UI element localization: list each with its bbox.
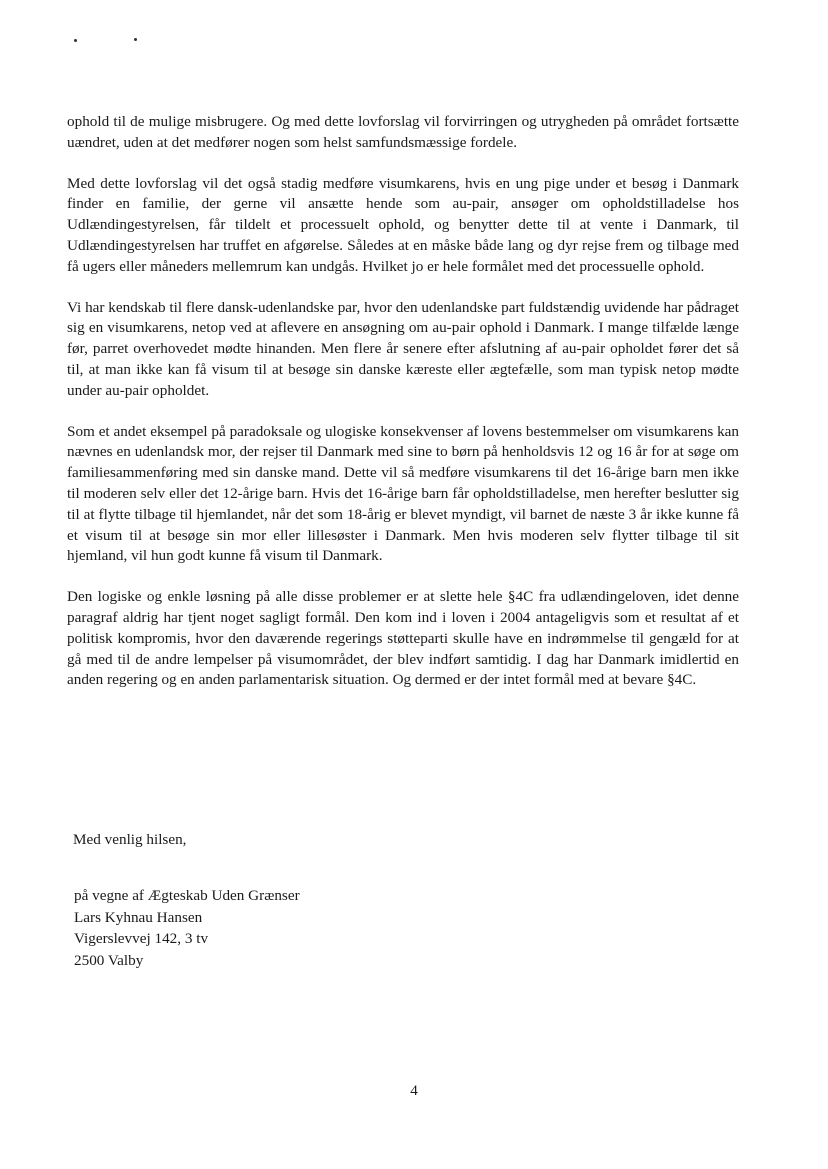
page-number: 4 [410, 1082, 418, 1099]
scan-speck-dot [134, 38, 137, 41]
sender-street: Vigerslevvej 142, 3 tv [74, 930, 209, 947]
sender-block [74, 885, 300, 971]
scan-speck-dot [74, 39, 77, 42]
paragraph: ophold til de mulige misbrugere. Og med dette lovforslag vil forvirringen og utrygheden på området fortsætte uændret, uden at det medfører nogen som helst samfundsmæssige fordele. [67, 113, 739, 151]
letter-body [67, 112, 739, 711]
paragraph: Som et andet eksempel på paradoksale og ulogiske konsekvenser af lovens bestemmelser om visumkarens kan nævnes en udenlandsk mor, der rejser til Danmark med sine to børn på henholdsvis 12 og 16 år for at søge om familiesammenføring med sin danske mand. Dette vil så medføre visumkarens til det 16-årige barn men ikke til moderen selv eller det 12-årige barn. Hvis det 16-årige barn får opholdstilladelse, men herefter beslutter sig til at flytte tilbage til hjemlandet, når det som 18-årig er blevet myndigt, vil barnet de næste 3 år ikke kunne få et visum til at besøge sin mor eller lillesøster i Danmark. Men hvis moderen selv flytter tilbage til sit hjemland, vil hun godt kunne få visum til Danmark. [67, 422, 739, 565]
sender-organization: på vegne af Ægteskab Uden Grænser [74, 887, 300, 904]
scan-marks [74, 34, 144, 46]
paragraph: Med dette lovforslag vil det også stadig medføre visumkarens, hvis en ung pige under et besøg i Danmark finder en familie, der gerne vil ansætte hende som au-pair, ansøger om opholdstilladelse hos Udlændingestyrelsen, får tildelt et processuelt ophold, og benytter dette til at vente i Danmark, til Udlændingestyrelsen har truffet en afgørelse. Således at en måske både lang og dyr rejse frem og tilbage med få ugers eller måneders mellemrum kan undgås. Hvilket jo er hele formålet med det processuelle ophold. [67, 174, 739, 275]
sender-city: 2500 Valby [74, 951, 144, 969]
paragraph: Den logiske og enkle løsning på alle disse problemer er at slette hele §4C fra udlændingeloven, idet denne paragraf aldrig har tjent noget sagligt formål. Den kom ind i loven i 2004 antageligvis som et resultat af et politisk kompromis, hvor den daværende regerings støtteparti skulle have en indrømmelse til gengæld for at gå med til de andre lempelser på visumområdet, der blev indført samtidig. I dag har Danmark imidlertid en anden regering og en anden parlamentarisk situation. Og dermed er der intet formål med at bevare §4C. [67, 588, 739, 689]
closing-salutation: Med venlig hilsen, [73, 831, 187, 848]
paragraph: Vi har kendskab til flere dansk-udenlandske par, hvor den udenlandske part fuldstændig uvidende har pådraget sig en visumkarens, netop ved at aflevere en ansøgning om au-pair ophold i Danmark. I mange tilfælde længe før, parret overhovedet mødte hinanden. Men flere år senere efter afslutning af au-pair opholdet fører det så til, at man ikke kan få visum til at besøge sin danske kæreste eller ægtefælle, som man typisk netop mødte under au-pair opholdet. [67, 298, 740, 399]
sender-name: Lars Kyhnau Hansen [74, 908, 203, 926]
